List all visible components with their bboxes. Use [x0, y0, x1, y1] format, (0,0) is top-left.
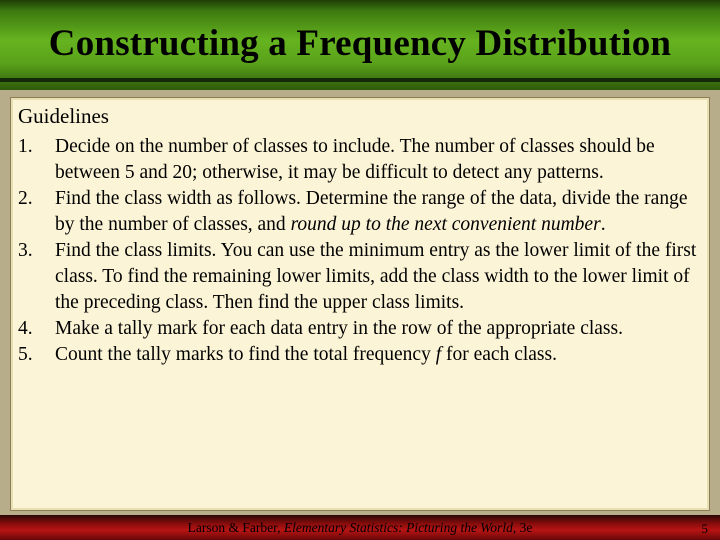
item-number: 2. — [18, 188, 33, 209]
item-text: Count the tally marks to find the total frequency — [55, 344, 436, 365]
footer-citation — [0, 520, 720, 536]
page-number: 5 — [701, 521, 708, 536]
guidelines-list — [18, 134, 708, 368]
list-item — [18, 316, 708, 342]
item-text: Find the class limits. You can use the minimum entry as the lower limit of the first class. To find the remaining lower limits, add the class width to the lower limit of the preceding class. Then find the upper class limits. — [55, 240, 697, 313]
list-item — [18, 186, 708, 238]
item-number: 4. — [18, 318, 33, 339]
list-item — [18, 238, 708, 316]
item-text: Make a tally mark for each data entry in the row of the appropriate class. — [55, 318, 623, 339]
item-number: 5. — [18, 344, 33, 365]
item-number: 1. — [18, 136, 33, 157]
footer-authors: Larson & Farber, — [187, 520, 284, 535]
item-emphasis: round up to the next convenient number — [290, 214, 601, 235]
list-item — [18, 342, 708, 368]
item-number: 3. — [18, 240, 33, 261]
footer-book-title: Elementary Statistics: Picturing the World — [283, 520, 513, 535]
footer-edition: , 3e — [512, 520, 533, 535]
item-text-end: for each class. — [441, 344, 557, 365]
item-text: Find the class width as follows. Determine the range of the data, divide the range by the number of classes, and — [55, 188, 688, 235]
frequency-symbol: f — [435, 344, 442, 365]
item-text-end: . — [600, 214, 606, 235]
item-text: Decide on the number of classes to include. The number of classes should be between 5 and 20; otherwise, it may be difficult to detect any patterns. — [55, 136, 655, 183]
guidelines-heading: Guidelines — [18, 104, 109, 128]
slide-title: Constructing a Frequency Distribution — [48, 23, 672, 64]
list-item — [18, 134, 708, 186]
